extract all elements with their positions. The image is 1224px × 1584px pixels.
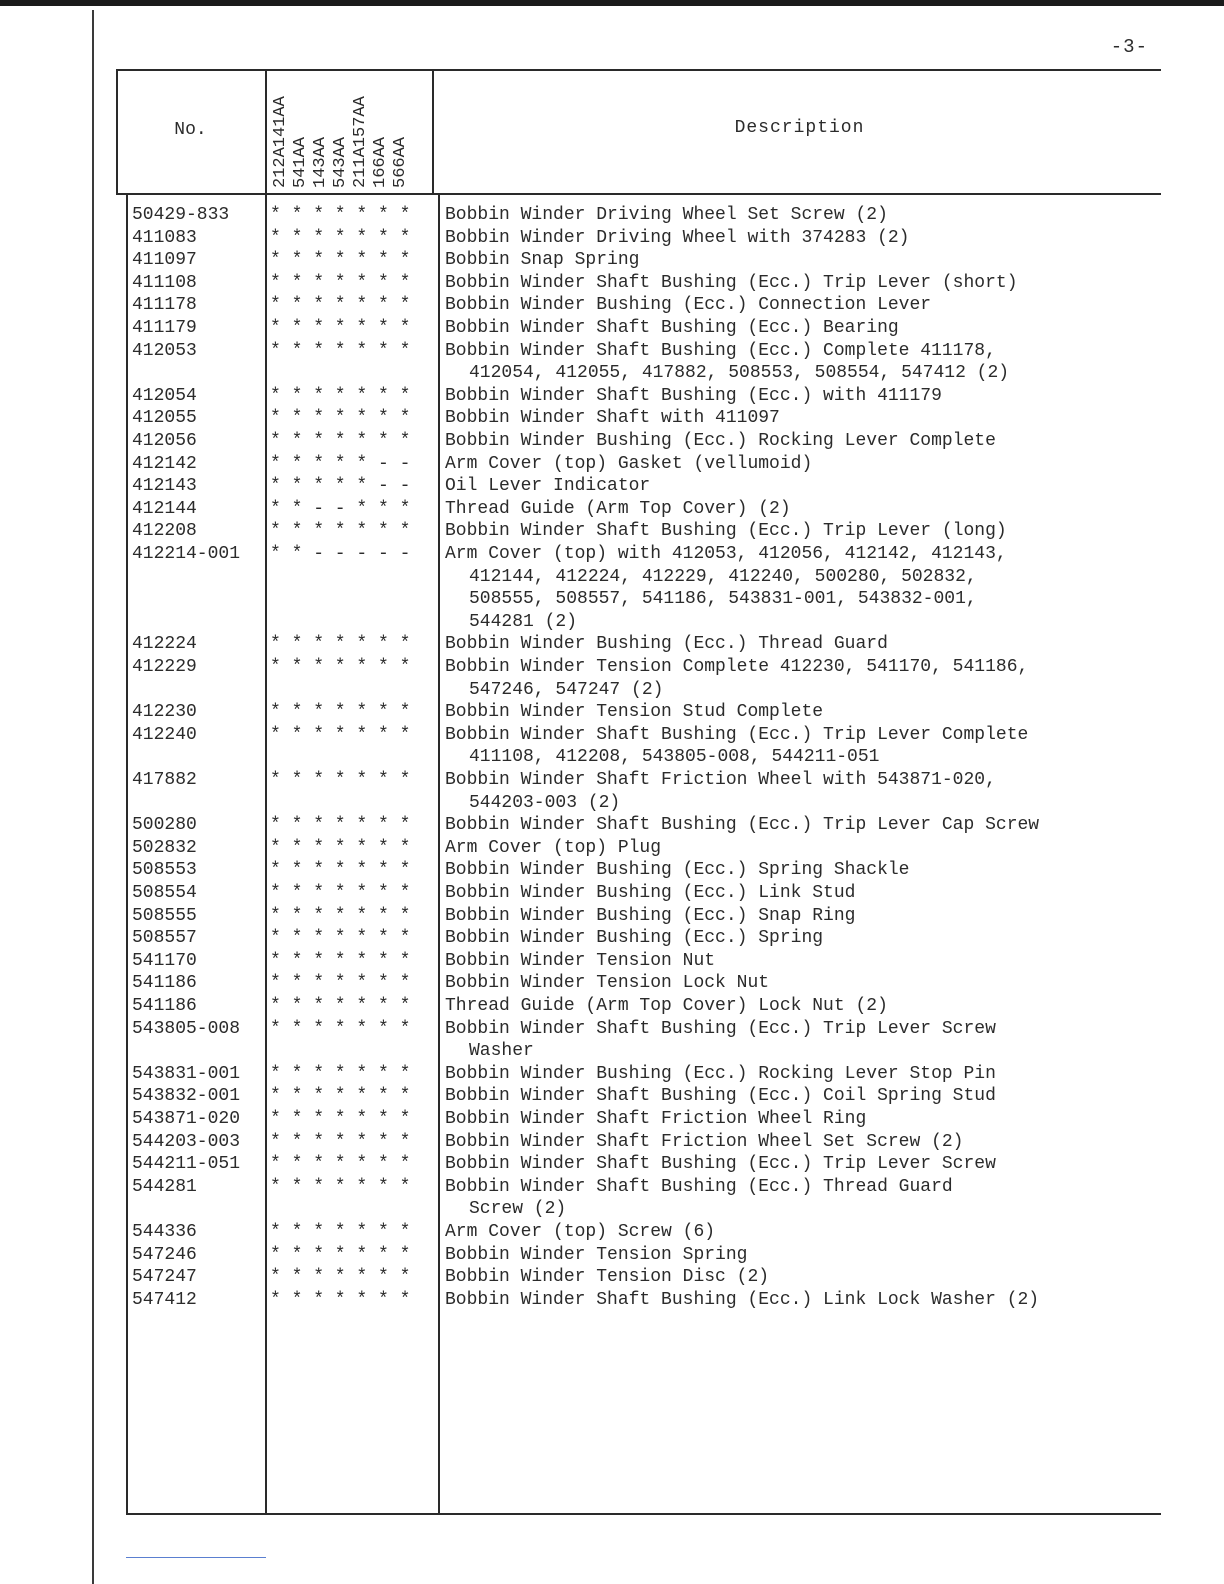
model-applicability: * * * * * * *	[270, 1109, 411, 1129]
model-applicability: * * - - - - -	[270, 544, 411, 564]
model-applicability: * * * * * * *	[270, 1063, 411, 1084]
description-line: Bobbin Winder Shaft Bushing (Ecc.) Trip Lever (short)	[445, 272, 1018, 293]
part-description	[445, 543, 1145, 633]
model-applicability: * * * * * * *	[270, 1131, 411, 1152]
description-line: Bobbin Winder Shaft Bushing (Ecc.) Link Lock Washer (2)	[445, 1289, 1040, 1310]
model-applicability: * * * * * * *	[270, 318, 411, 338]
model-applicability: * * * * * * *	[270, 1176, 411, 1197]
part-number: 412144	[132, 498, 197, 519]
column-divider-models	[432, 69, 434, 195]
part-number: 541170	[132, 950, 197, 971]
column-header-number: No.	[174, 120, 207, 140]
table-row	[0, 769, 1224, 814]
description-line: 508555, 508557, 541186, 543831-001, 543832-001,	[469, 589, 977, 610]
part-description	[445, 272, 1145, 295]
model-applicability: * * * * * * *	[270, 905, 411, 926]
description-line: Arm Cover (top) Gasket (vellumoid)	[445, 453, 813, 474]
description-line: Bobbin Winder Shaft Bushing (Ecc.) Coil Spring Stud	[445, 1086, 996, 1107]
table-row	[0, 1176, 1224, 1221]
description-line: Thread Guide (Arm Top Cover) Lock Nut (2)	[445, 996, 888, 1016]
description-line: Bobbin Winder Tension Lock Nut	[445, 973, 770, 994]
part-description	[445, 1266, 1145, 1289]
model-applicability: * * * * * * *	[270, 1289, 411, 1310]
part-description	[445, 859, 1145, 882]
model-applicability: * * * * * * *	[270, 815, 411, 836]
table-row	[0, 385, 1224, 408]
table-row	[0, 882, 1224, 905]
part-number: 412240	[132, 724, 197, 745]
part-description	[445, 1221, 1145, 1244]
description-line: Arm Cover (top) Screw (6)	[445, 1222, 716, 1242]
model-applicability: * * * * * * *	[270, 883, 411, 903]
part-number: 412214-001	[132, 544, 241, 564]
part-description	[445, 814, 1145, 837]
part-description	[445, 1063, 1145, 1086]
model-applicability: * * * * * * *	[270, 1018, 411, 1039]
part-number: 547247	[132, 1267, 197, 1288]
table-row	[0, 453, 1224, 476]
model-applicability: * * * * * * *	[270, 1267, 411, 1288]
table-row	[0, 1108, 1224, 1131]
part-description	[445, 204, 1145, 227]
part-description	[445, 227, 1145, 250]
part-description	[445, 995, 1145, 1018]
table-row	[0, 1289, 1224, 1312]
part-number: 544203-003	[132, 1131, 241, 1152]
table-row	[0, 837, 1224, 860]
model-applicability: * * - - * * *	[270, 498, 411, 519]
part-number: 544336	[132, 1222, 197, 1242]
description-line: Bobbin Winder Shaft Friction Wheel Set Screw (2)	[445, 1131, 964, 1152]
part-number: 412055	[132, 408, 197, 429]
description-line: Bobbin Winder Shaft Friction Wheel Ring	[445, 1109, 867, 1129]
table-row	[0, 927, 1224, 950]
table-row	[0, 1153, 1224, 1176]
part-number: 412054	[132, 385, 197, 406]
part-description	[445, 407, 1145, 430]
part-description	[445, 498, 1145, 521]
part-description	[445, 1108, 1145, 1131]
description-line: 544281 (2)	[469, 611, 578, 632]
description-line: Bobbin Winder Bushing (Ecc.) Rocking Lever Complete	[445, 431, 996, 451]
part-description	[445, 475, 1145, 498]
table-row	[0, 204, 1224, 227]
description-line: Bobbin Winder Shaft Bushing (Ecc.) with 411179	[445, 385, 942, 406]
part-number: 544281	[132, 1176, 197, 1197]
part-description	[445, 1153, 1145, 1176]
table-row	[0, 475, 1224, 498]
description-line: 412054, 412055, 417882, 508553, 508554, 547412 (2)	[469, 363, 1010, 384]
model-applicability: * * * * * * *	[270, 724, 411, 745]
part-description	[445, 1244, 1145, 1267]
model-applicability: * * * * * * *	[270, 250, 411, 271]
model-applicability: * * * * * * *	[270, 408, 411, 429]
description-line: Bobbin Winder Shaft Bushing (Ecc.) Bearing	[445, 318, 899, 338]
part-description	[445, 340, 1145, 385]
part-number: 411108	[132, 272, 197, 293]
model-applicability: * * * * * * *	[270, 996, 411, 1016]
table-row	[0, 1063, 1224, 1086]
model-applicability: * * * * * * *	[270, 1244, 411, 1265]
part-description	[445, 972, 1145, 995]
part-description	[445, 905, 1145, 928]
description-line: Bobbin Winder Bushing (Ecc.) Link Stud	[445, 883, 856, 903]
part-number: 412208	[132, 521, 197, 542]
model-applicability: * * * * * * *	[270, 837, 411, 858]
part-number: 412053	[132, 340, 197, 361]
description-line: Bobbin Winder Tension Nut	[445, 950, 716, 971]
description-line: Bobbin Winder Shaft Bushing (Ecc.) Complete 411178,	[445, 340, 996, 361]
part-number: 502832	[132, 837, 197, 858]
part-number: 508555	[132, 905, 197, 926]
part-number: 547246	[132, 1244, 197, 1265]
part-number: 412229	[132, 657, 197, 677]
part-description	[445, 1289, 1145, 1312]
part-number: 411179	[132, 318, 197, 338]
model-applicability: * * * * * * *	[270, 657, 411, 677]
part-number: 50429-833	[132, 205, 230, 225]
part-description	[445, 520, 1145, 543]
part-description	[445, 294, 1145, 317]
part-description	[445, 430, 1145, 453]
model-applicability: * * * * * * *	[270, 950, 411, 971]
table-row	[0, 498, 1224, 521]
description-line: Bobbin Winder Bushing (Ecc.) Connection Lever	[445, 295, 932, 316]
part-number: 508557	[132, 928, 197, 949]
description-line: Bobbin Winder Shaft Bushing (Ecc.) Trip Lever Screw	[445, 1154, 996, 1175]
part-description	[445, 633, 1145, 656]
part-description	[445, 882, 1145, 905]
description-line: Washer	[469, 1041, 534, 1062]
description-line: Screw (2)	[469, 1199, 567, 1220]
table-row	[0, 407, 1224, 430]
model-applicability: * * * * * * *	[270, 634, 411, 655]
description-line: Bobbin Winder Tension Stud Complete	[445, 702, 824, 723]
part-number: 541186	[132, 996, 197, 1016]
description-line: Bobbin Winder Tension Complete 412230, 541170, 541186,	[445, 657, 1029, 677]
table-row	[0, 724, 1224, 769]
part-description	[445, 249, 1145, 272]
table-row	[0, 294, 1224, 317]
model-applicability: * * * * * * *	[270, 340, 411, 361]
part-description	[445, 927, 1145, 950]
table-header-border	[116, 193, 1161, 195]
column-header-description: Description	[734, 118, 865, 138]
table-row	[0, 701, 1224, 724]
part-description	[445, 656, 1145, 701]
description-line: Bobbin Winder Shaft Friction Wheel with 543871-020,	[445, 770, 996, 790]
model-applicability: * * * * * * *	[270, 1222, 411, 1242]
part-number: 544211-051	[132, 1154, 241, 1175]
table-row	[0, 1221, 1224, 1244]
model-applicability: * * * * * * *	[270, 770, 411, 790]
model-applicability: * * * * * * *	[270, 973, 411, 994]
part-number: 412142	[132, 453, 197, 474]
part-number: 417882	[132, 770, 197, 790]
model-applicability: * * * * * * *	[270, 860, 411, 881]
footer-rule	[126, 1557, 266, 1558]
table-row	[0, 340, 1224, 385]
model-applicability: * * * * * * *	[270, 702, 411, 723]
description-line: 412144, 412224, 412229, 412240, 500280, 502832,	[469, 566, 977, 587]
description-line: Bobbin Winder Driving Wheel with 374283 (2)	[445, 227, 910, 248]
table-row	[0, 430, 1224, 453]
table-row	[0, 543, 1224, 633]
model-applicability: * * * * * * *	[270, 521, 411, 542]
part-number: 543871-020	[132, 1109, 241, 1129]
part-number: 412224	[132, 634, 197, 655]
part-description	[445, 385, 1145, 408]
table-top-border	[116, 69, 1161, 71]
table-row	[0, 656, 1224, 701]
table-row	[0, 972, 1224, 995]
part-description	[445, 317, 1145, 340]
description-line: Oil Lever Indicator	[445, 476, 651, 497]
description-line: Bobbin Winder Tension Disc (2)	[445, 1267, 770, 1288]
description-line: Bobbin Winder Bushing (Ecc.) Rocking Lever Stop Pin	[445, 1063, 996, 1084]
part-description	[445, 1176, 1145, 1221]
description-line: Bobbin Winder Driving Wheel Set Screw (2)	[445, 205, 888, 225]
part-description	[445, 1085, 1145, 1108]
part-description	[445, 837, 1145, 860]
part-number: 508553	[132, 860, 197, 881]
part-number: 543831-001	[132, 1063, 241, 1084]
description-line: 544203-003 (2)	[469, 792, 621, 813]
model-applicability: * * * * * - -	[270, 453, 411, 474]
description-line: 411108, 412208, 543805-008, 544211-051	[469, 747, 880, 768]
table-row	[0, 520, 1224, 543]
table-row	[0, 317, 1224, 340]
part-description	[445, 453, 1145, 476]
part-number: 547412	[132, 1289, 197, 1310]
page-top-edge	[0, 0, 1224, 6]
part-description	[445, 1131, 1145, 1154]
description-line: Bobbin Winder Bushing (Ecc.) Spring	[445, 928, 824, 949]
model-applicability: * * * * * * *	[270, 205, 411, 225]
model-applicability: * * * * * * *	[270, 928, 411, 949]
description-line: Bobbin Winder Bushing (Ecc.) Spring Shackle	[445, 860, 910, 881]
part-number: 508554	[132, 883, 197, 903]
model-applicability: * * * * * * *	[270, 1154, 411, 1175]
table-bottom-border	[126, 1513, 1161, 1515]
part-number: 411178	[132, 295, 197, 316]
part-number: 543832-001	[132, 1086, 241, 1107]
table-row	[0, 859, 1224, 882]
description-line: Bobbin Winder Shaft Bushing (Ecc.) Thread Guard	[445, 1176, 953, 1197]
table-row	[0, 1018, 1224, 1063]
table-row	[0, 633, 1224, 656]
part-number: 500280	[132, 815, 197, 836]
description-line: Bobbin Winder Shaft Bushing (Ecc.) Trip Lever (long)	[445, 521, 1007, 542]
table-row	[0, 950, 1224, 973]
model-applicability: * * * * * * *	[270, 431, 411, 451]
model-applicability: * * * * * * *	[270, 227, 411, 248]
part-description	[445, 701, 1145, 724]
description-line: Bobbin Winder Bushing (Ecc.) Thread Guard	[445, 634, 888, 655]
table-row	[0, 995, 1224, 1018]
table-row	[0, 249, 1224, 272]
table-row	[0, 814, 1224, 837]
table-row	[0, 272, 1224, 295]
model-applicability: * * * * * * *	[270, 385, 411, 406]
table-row	[0, 1244, 1224, 1267]
description-line: Arm Cover (top) Plug	[445, 837, 662, 858]
part-number: 412056	[132, 431, 197, 451]
part-number: 541186	[132, 973, 197, 994]
part-description	[445, 769, 1145, 814]
model-applicability: * * * * * * *	[270, 272, 411, 293]
part-number: 411083	[132, 227, 197, 248]
description-line: Bobbin Winder Tension Spring	[445, 1244, 748, 1265]
description-line: Bobbin Winder Shaft Bushing (Ecc.) Trip Lever Cap Screw	[445, 815, 1040, 836]
table-row	[0, 905, 1224, 928]
description-line: Arm Cover (top) with 412053, 412056, 412142, 412143,	[445, 544, 1007, 564]
table-row	[0, 1085, 1224, 1108]
description-line: Bobbin Winder Shaft Bushing (Ecc.) Trip Lever Screw	[445, 1018, 996, 1039]
part-number: 411097	[132, 250, 197, 271]
description-line: 547246, 547247 (2)	[469, 679, 664, 700]
description-line: Thread Guide (Arm Top Cover) (2)	[445, 498, 791, 519]
part-description	[445, 724, 1145, 769]
description-line: Bobbin Winder Shaft with 411097	[445, 408, 780, 429]
description-line: Bobbin Snap Spring	[445, 250, 640, 271]
model-applicability: * * * * * * *	[270, 295, 411, 316]
model-applicability: * * * * * - -	[270, 476, 411, 497]
part-description	[445, 1018, 1145, 1063]
description-line: Bobbin Winder Shaft Bushing (Ecc.) Trip Lever Complete	[445, 724, 1029, 745]
table-row	[0, 1266, 1224, 1289]
part-number: 412230	[132, 702, 197, 723]
part-number: 412143	[132, 476, 197, 497]
page-number: -3-	[1110, 36, 1148, 58]
part-number: 543805-008	[132, 1018, 241, 1039]
description-line: Bobbin Winder Bushing (Ecc.) Snap Ring	[445, 905, 856, 926]
table-row	[0, 227, 1224, 250]
part-description	[445, 950, 1145, 973]
model-applicability: * * * * * * *	[270, 1086, 411, 1107]
model-headers: 212A141AA 541AA 143AA 543AA 211A157AA 166AA 566AA	[271, 96, 410, 188]
table-row	[0, 1131, 1224, 1154]
